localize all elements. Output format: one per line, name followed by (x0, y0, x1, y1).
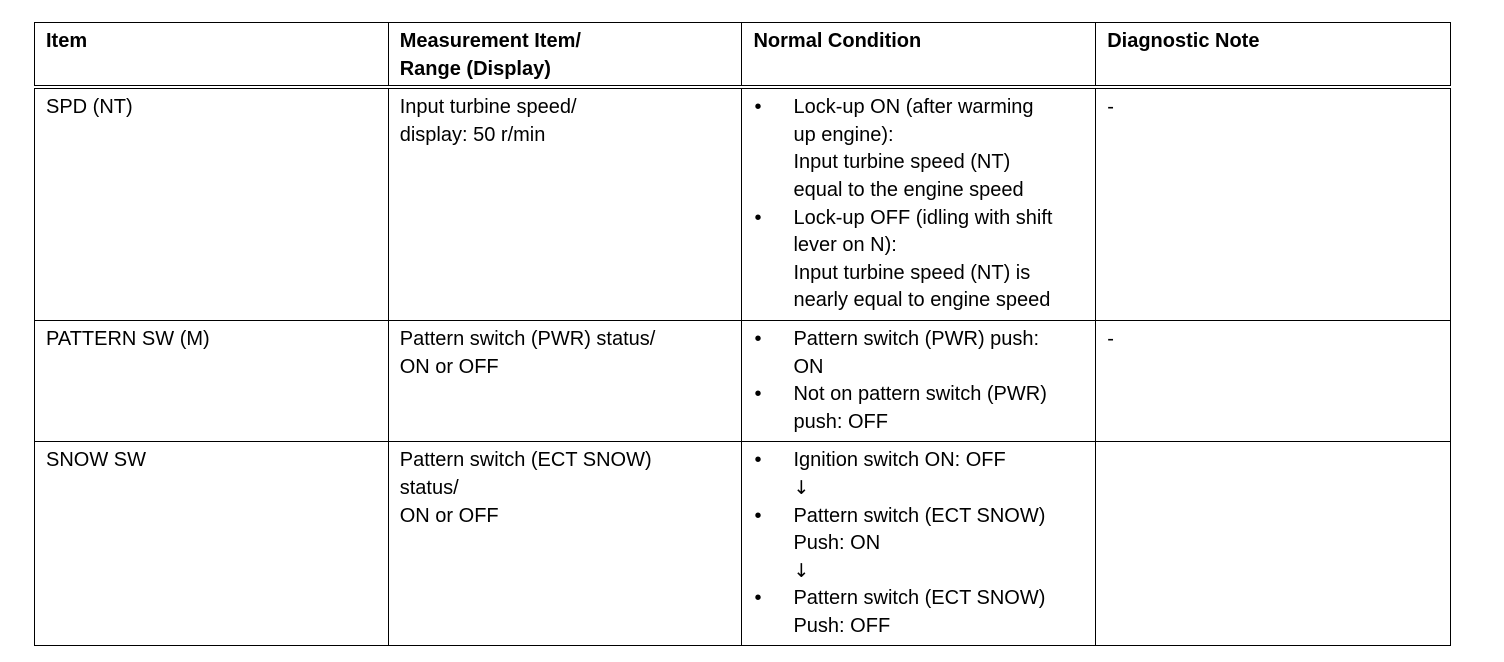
measurement-line: display: 50 r/min (399, 123, 546, 146)
cell-item: PATTERN SW (M) (35, 320, 389, 441)
header-diagnostic-note: Diagnostic Note (1096, 23, 1451, 88)
condition-line: Pattern switch (PWR) push: (793, 327, 1040, 350)
condition-list (753, 447, 1085, 640)
condition-item (753, 585, 1085, 640)
cell-item: SNOW SW (35, 442, 389, 646)
header-row (35, 23, 1451, 88)
cell-normal-condition (742, 87, 1096, 320)
condition-item (753, 503, 1085, 558)
condition-line: equal to the engine speed (793, 178, 1024, 201)
condition-line: ON (793, 355, 824, 378)
table-row (35, 87, 1451, 320)
table-body (35, 87, 1451, 646)
table-row (35, 320, 1451, 441)
arrow-down-icon: ↓ (793, 476, 810, 499)
header-normal-condition: Normal Condition (742, 23, 1096, 88)
bullet-icon: • (754, 504, 762, 527)
bullet-icon: • (754, 327, 762, 350)
cell-diagnostic-note (1096, 442, 1451, 646)
condition-line: Push: OFF (793, 614, 891, 637)
cell-diagnostic-note: - (1096, 320, 1451, 441)
cell-measurement (388, 87, 742, 320)
measurement-line: ON or OFF (399, 355, 499, 378)
arrow-down-icon: ↓ (793, 559, 810, 582)
bullet-icon: • (754, 587, 762, 610)
condition-line: Push: ON (793, 532, 881, 555)
header-measurement-line: Measurement Item/ (399, 30, 581, 52)
bullet-icon: • (754, 449, 762, 472)
condition-line: Input turbine speed (NT) (793, 151, 1011, 174)
cell-normal-condition (742, 442, 1096, 646)
condition-line: lever on N): (793, 234, 897, 257)
bullet-icon: • (754, 206, 762, 229)
table-row (35, 442, 1451, 646)
header-item: Item (35, 23, 389, 88)
condition-line: nearly equal to engine speed (793, 289, 1051, 312)
condition-item (753, 205, 1085, 315)
measurement-line: ON or OFF (399, 504, 499, 527)
condition-item (753, 326, 1085, 381)
condition-item (753, 381, 1085, 436)
measurement-line: status/ (399, 476, 459, 499)
condition-item (753, 447, 1085, 475)
cell-item: SPD (NT) (35, 87, 389, 320)
condition-line: Lock-up ON (after warming (793, 96, 1034, 119)
bullet-icon: • (754, 96, 762, 119)
condition-arrow (753, 558, 1085, 586)
condition-line: Not on pattern switch (PWR) (793, 383, 1047, 406)
condition-list (753, 326, 1085, 436)
condition-line: Lock-up OFF (idling with shift (793, 206, 1053, 229)
bullet-icon: • (754, 383, 762, 406)
measurement-line: Pattern switch (PWR) status/ (399, 327, 656, 350)
header-measurement (388, 23, 742, 88)
condition-line: Input turbine speed (NT) is (793, 261, 1031, 284)
condition-line: Pattern switch (ECT SNOW) (793, 504, 1046, 527)
condition-item (753, 94, 1085, 204)
condition-list (753, 94, 1085, 315)
cell-measurement (388, 320, 742, 441)
condition-line: Ignition switch ON: OFF (793, 449, 1006, 472)
cell-diagnostic-note: - (1096, 87, 1451, 320)
header-measurement-line: Range (Display) (399, 57, 551, 80)
measurement-line: Input turbine speed/ (399, 96, 577, 119)
cell-measurement (388, 442, 742, 646)
condition-arrow (753, 475, 1085, 503)
diagnostic-table (34, 22, 1451, 646)
condition-line: Pattern switch (ECT SNOW) (793, 587, 1046, 610)
condition-line: up engine): (793, 123, 894, 146)
cell-normal-condition (742, 320, 1096, 441)
condition-line: push: OFF (793, 410, 888, 433)
measurement-line: Pattern switch (ECT SNOW) (399, 449, 652, 472)
